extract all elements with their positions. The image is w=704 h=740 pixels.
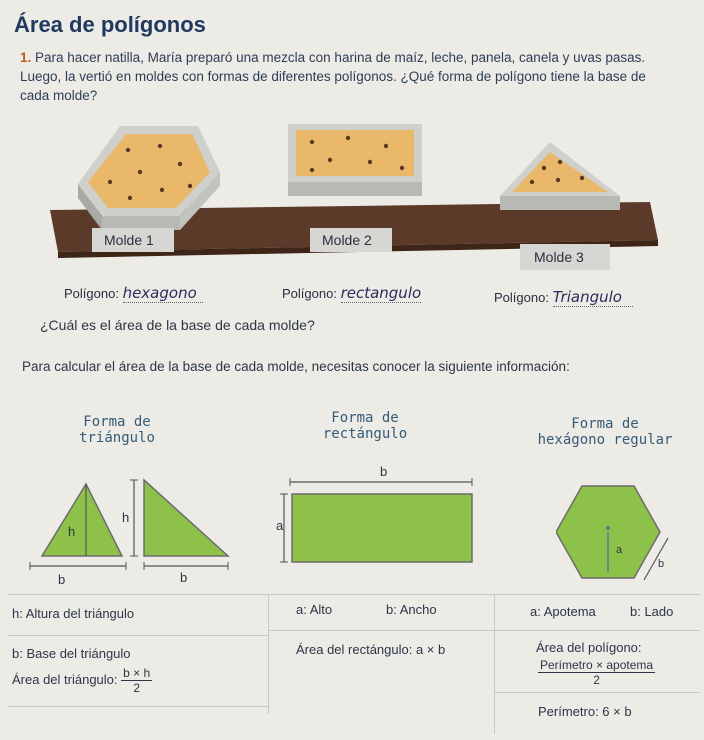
- hexagon-info-a: a: Apotema: [530, 604, 596, 619]
- answer-3: [494, 288, 633, 307]
- answer-1-label: Polígono:: [64, 286, 119, 301]
- rectangle-heading: Forma de rectángulo: [322, 410, 408, 442]
- mold-3-triangle: [500, 142, 620, 210]
- triangle-b-label: b: [58, 572, 66, 587]
- triangle-fraction: $\frac{b \times h}{2}$: [123, 666, 151, 695]
- problem-number: 1.: [20, 50, 32, 65]
- mold-3-label: Molde 3: [534, 249, 584, 265]
- page-title: Área de polígonos: [14, 12, 206, 37]
- rectangle-info-a: a: Alto: [296, 602, 333, 617]
- mold-2-label: Molde 2: [322, 232, 372, 248]
- hexagon-perimeter: Perímetro: 6 × b: [538, 704, 632, 719]
- triangle-heading: Forma de triángulo: [79, 414, 155, 446]
- rectangle-area-formula: Área del rectángulo: a × b: [296, 642, 446, 657]
- answer-3-label: Polígono:: [494, 290, 549, 305]
- right-triangle-h-label: h: [122, 510, 130, 525]
- answer-1: [64, 284, 203, 303]
- hexagon-a-label: a: [616, 544, 623, 556]
- rectangle-figure: [276, 476, 476, 576]
- triangle-h-label: h: [68, 524, 76, 539]
- hexagon-figure: [556, 476, 686, 596]
- mold-1-label: Molde 1: [104, 232, 154, 248]
- triangle-area-formula: Área del triángulo: $\frac{b \times h}{2}$: [12, 666, 151, 695]
- rectangle-a-label: a: [276, 518, 284, 533]
- hexagon-info-b: b: Lado: [630, 604, 674, 619]
- answer-2-value: rectangulo: [340, 284, 422, 302]
- hexagon-b-label: b: [658, 558, 665, 570]
- triangle-info-base: b: Base del triángulo: [12, 646, 131, 661]
- right-triangle-b-label: b: [180, 570, 188, 585]
- mold-2-rectangle: [288, 124, 422, 196]
- right-triangle: [144, 480, 228, 556]
- answer-2: [282, 284, 421, 303]
- triangle-info-height: h: Altura del triángulo: [12, 606, 135, 621]
- green-rectangle: [292, 494, 472, 562]
- hexagon-heading: Forma de hexágono regular: [537, 416, 673, 448]
- paragraph-2: Para calcular el área de la base de cada molde, necesitas conocer la siguiente información:: [22, 359, 570, 374]
- answer-3-value: Triangulo: [553, 288, 633, 307]
- triangle-figures: [22, 470, 242, 590]
- isosceles-triangle: [42, 484, 122, 556]
- problem-statement: [20, 48, 670, 105]
- hexagon-fraction: $\frac{\text{Perímetro × apotema}}{2}$: [540, 658, 654, 687]
- question-2: ¿Cuál es el área de la base de cada molde?: [40, 317, 315, 333]
- rectangle-info-b: b: Ancho: [386, 602, 437, 617]
- problem-text: Para hacer natilla, María preparó una mezcla con harina de maíz, leche, panela, canela y uvas pasas. Luego, la vertió en moldes con formas de diferentes polígonos. ¿Qué forma de polígono tiene la base de cada molde?: [20, 50, 646, 103]
- answer-1-value: hexagono: [123, 284, 203, 303]
- hexagon-area-formula: [538, 658, 655, 687]
- answer-2-label: Polígono:: [282, 286, 337, 301]
- hexagon-area-label: Área del polígono:: [536, 640, 642, 655]
- rectangle-b-label: b: [380, 464, 388, 479]
